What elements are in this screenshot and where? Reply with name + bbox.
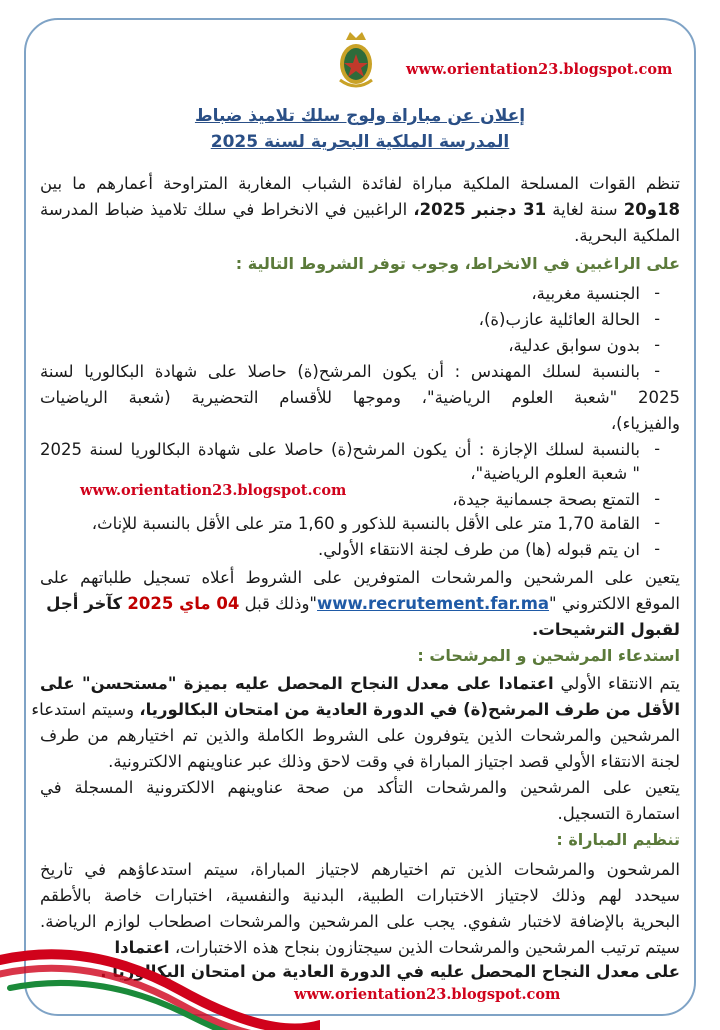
organization-heading: تنظيم المباراة : [556,830,680,849]
organization-line-3: البحرية بالإضافة لاختبار شفوي. يجب على المرشحين والمرشحات اصطحاب لوازم الرياضة. [40,912,680,931]
bullet-dash: - [654,489,660,508]
bullet-dash: - [654,361,660,380]
title-line-1: إعلان عن مباراة ولوج سلك تلاميذ ضباط [194,106,526,126]
flag-ribbon-icon [0,930,320,1030]
organization-line-5: على معدل النجاح المحصل عليه في الدورة العادية من امتحان البكالوريا . [100,962,680,981]
bullet-dash: - [654,283,660,302]
condition-height: القامة 1,70 متر على الأقل بالنسبة للذكور و 1,60 متر على الأقل بالنسبة للإناث، [91,514,640,533]
bullet-dash: - [654,539,660,558]
watermark-top: www.orientation23.blogspot.com [406,61,673,78]
watermark-bottom: www.orientation23.blogspot.com [294,986,561,1003]
convocation-line-5: يتعين على المرشحين والمرشحات التأكد من صحة عناوينهم الالكترونية المسجلة في [40,778,680,797]
convocation-heading: استدعاء المرشحين و المرشحات : [417,646,680,665]
royal-emblem-icon [334,30,378,90]
condition-engineer-2: 2025 "شعبة العلوم الرياضية"، وموجها للأقسام التحضيرية (شعبة الرياضيات [40,388,680,407]
intro-line-1: تنظم القوات المسلحة الملكية مباراة لفائدة الشباب المغاربة المتراوحة أعمارهم ما بين [40,174,680,193]
organization-line-2: سيحدد لهم وذلك لاجتياز الاختبارات الطبية، البدنية والنفسية، اختبارات خاصة بالأطقم [40,886,680,905]
condition-marital: الحالة العائلية عازب(ة)، [478,310,640,329]
bullet-dash: - [654,335,660,354]
condition-record: بدون سوابق عدلية، [508,336,640,355]
condition-licence-1: بالنسبة لسلك الإجازة : أن يكون المرشح(ة) حاصلا على شهادة البكالوريا لسنة 2025 [40,440,640,459]
condition-health: التمتع بصحة جسمانية جيدة، [452,490,640,509]
convocation-line-1: يتم الانتقاء الأولي اعتمادا على معدل النجاح المحصل عليه بميزة "مستحسن" على [40,674,681,693]
registration-line-2: الموقع الالكتروني "www.recrutement.far.ma"وذلك قبل 04 ماي 2025 كآخر أجل [46,594,680,613]
bullet-dash: - [654,513,660,532]
convocation-line-2: الأقل من طرف المرشح(ة) في الدورة العادية من امتحان البكالوريا، وسيتم استدعاء [31,700,680,719]
organization-line-1: المرشحون والمرشحات الذين تم اختيارهم لاجتياز المباراة، سيتم استدعاؤهم في تاريخ [40,860,680,879]
age-range: 18و20 [623,200,680,219]
conditions-heading: على الراغبين في الانخراط، وجوب توفر الشروط التالية : [235,254,680,273]
condition-engineer-3: والفيزياء)، [610,414,680,433]
condition-selection: ان يتم قبوله (ها) من طرف لجنة الانتقاء الأولي. [317,540,640,559]
intro-line-2: 18و20 سنة لغاية 31 دجنبر 2025، الراغبين في الانخراط في سلك تلاميذ ضباط المدرسة [40,200,680,219]
condition-licence-2: " شعبة العلوم الرياضية"، [470,464,640,483]
intro-line-3: الملكية البحرية. [574,226,680,245]
recruitment-website-link[interactable]: www.recrutement.far.ma [317,594,550,613]
convocation-line-4: لجنة الانتقاء الأولي قصد اجتياز المباراة في وقت لاحق وذلك عبر عناوينهم الالكترونية. [108,752,680,771]
registration-deadline: 04 ماي 2025 [127,594,240,613]
bullet-dash: - [654,309,660,328]
watermark-middle: www.orientation23.blogspot.com [80,482,347,499]
convocation-line-3: المرشحين والمرشحات الذين يتوفرون على الشروط الكاملة والذين تم اختيارهم من طرف [40,726,680,745]
condition-engineer-1: بالنسبة لسلك المهندس : أن يكون المرشح(ة) حاصلا على شهادة البكالوريا لسنة [40,362,640,381]
organization-line-4: سيتم ترتيب المرشحين والمرشحات الذين سيجتازون بنجاح هذه الاختبارات، اعتمادا [114,938,680,957]
condition-nationality: الجنسية مغربية، [531,284,640,303]
registration-line-3: لقبول الترشيحات. [532,620,680,639]
title-line-2: المدرسة الملكية البحرية لسنة 2025 [210,132,510,152]
age-deadline: 31 دجنبر 2025، [413,200,547,219]
bullet-dash: - [654,439,660,458]
registration-line-1: يتعين على المرشحين والمرشحات المتوفرين على الشروط أعلاه تسجيل طلباتهم على [40,568,680,587]
convocation-line-6: استمارة التسجيل. [557,804,680,823]
